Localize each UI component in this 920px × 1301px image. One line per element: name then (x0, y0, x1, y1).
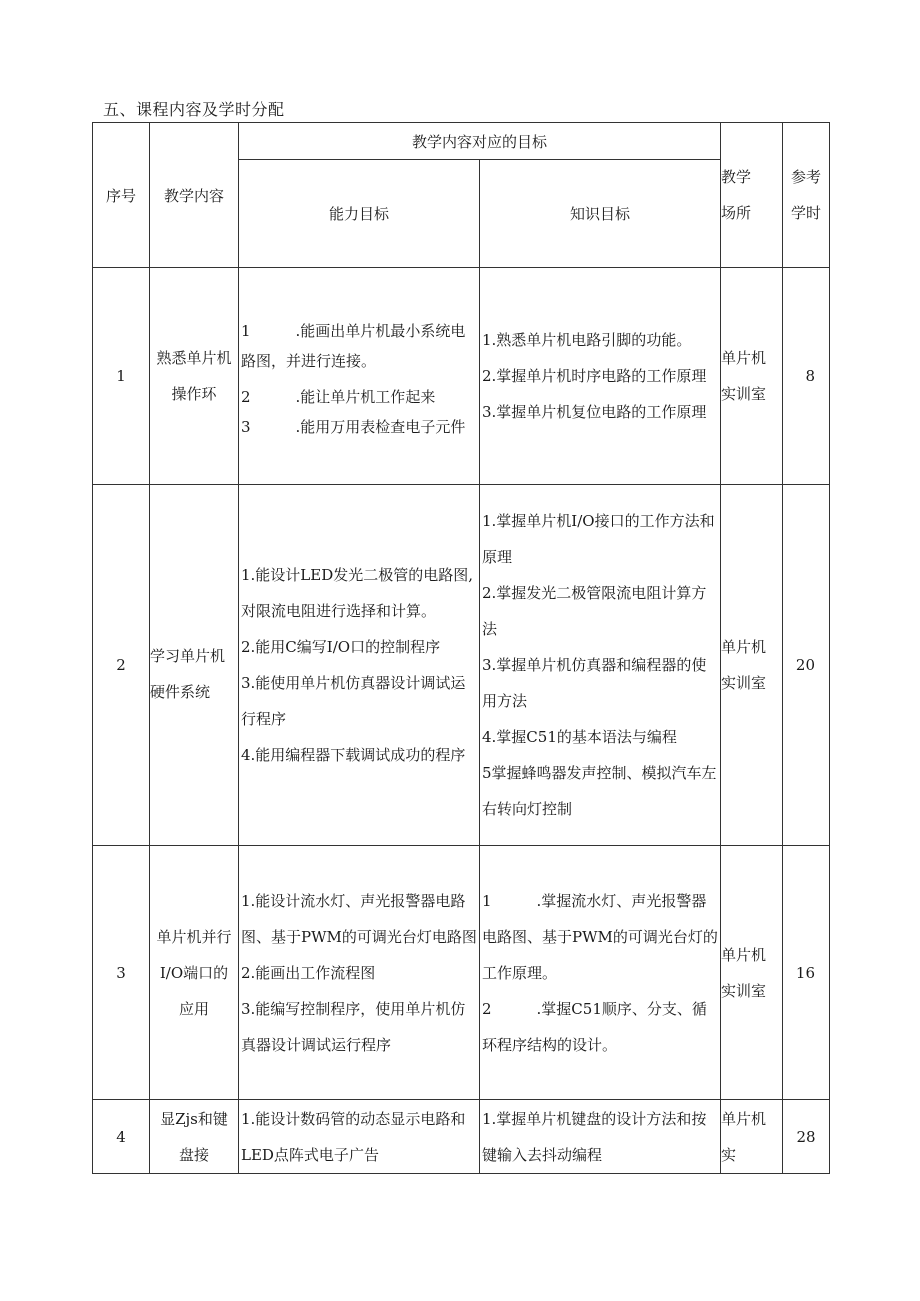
knowledge-item: 3.掌握单片机复位电路的工作原理 (482, 403, 707, 421)
row-place (721, 1100, 783, 1174)
header-hours (783, 123, 830, 268)
row-place-line: 实 (721, 1145, 737, 1164)
row-knowledge (480, 1100, 721, 1174)
row-place-line: 实训室 (721, 385, 767, 403)
row-content-line: 单片机并行 (156, 927, 232, 946)
row-seq: 3 (93, 846, 150, 1100)
header-hours-line: 参考 (791, 168, 822, 186)
knowledge-item: 1.掌握单片机键盘的设计方法和按键输入去抖动编程 (482, 1109, 707, 1164)
knowledge-item: 1 .掌握流水灯、声光报警器电路图、基于PWM的可调光台灯的工作原理。 (482, 891, 718, 982)
row-hours (783, 1100, 830, 1174)
header-content: 教学内容 (150, 123, 239, 268)
header-row (93, 123, 830, 160)
row-place-line: 实训室 (721, 674, 767, 692)
ability-item: 4.能用编程器下载调试成功的程序 (241, 746, 466, 764)
ability-item: 3 .能用万用表检查电子元件 (241, 418, 466, 436)
knowledge-item: 3.掌握单片机仿真器和编程器的使用方法 (482, 656, 707, 710)
ability-item: 2 .能让单片机工作起来 (241, 388, 436, 406)
row-ability (239, 485, 480, 846)
knowledge-item: 2.掌握发光二极管限流电阻计算方法 (482, 584, 707, 638)
table-row (93, 485, 830, 846)
table-row (93, 268, 830, 485)
row-content (150, 485, 239, 846)
row-hours: 16 (783, 846, 830, 1100)
ability-item: 2.能画出工作流程图 (241, 963, 376, 982)
ability-item: 1.能设计流水灯、声光报警器电路图、基于PWM的可调光台灯电路图 (241, 891, 477, 946)
row-content (150, 1100, 239, 1174)
header-seq: 序号 (93, 123, 150, 268)
row-content-line: 硬件系统 (150, 683, 211, 701)
header-goals-group: 教学内容对应的目标 (239, 123, 721, 160)
knowledge-item: 1.掌握单片机I/O接口的工作方法和原理 (482, 512, 715, 566)
knowledge-item: 1.熟悉单片机电路引脚的功能。 (482, 331, 692, 349)
ability-item: 3.能编写控制程序，使用单片机仿真器设计调试运行程序 (241, 999, 466, 1054)
ability-item: 1 .能画出单片机最小系统电 (241, 322, 466, 340)
row-content-line: 盘接 (178, 1145, 209, 1164)
knowledge-item: 4.掌握C51的基本语法与编程 (482, 728, 677, 746)
table-row (93, 1100, 830, 1174)
row-place-line: 单片机 (721, 1109, 767, 1128)
curriculum-table (92, 122, 830, 1174)
ability-item: 2.能用C编写I/O口的控制程序 (241, 638, 441, 656)
row-knowledge (480, 846, 721, 1100)
row-seq: 1 (93, 268, 150, 485)
header-place (721, 123, 783, 268)
row-hours: 20 (783, 485, 830, 846)
row-place-line: 单片机 (721, 638, 767, 656)
knowledge-item: 2.掌握单片机时序电路的工作原理 (482, 367, 707, 385)
row-place (721, 268, 783, 485)
row-place-line: 单片机 (721, 349, 767, 367)
header-ability: 能力目标 (239, 160, 480, 268)
ability-item: 1.能设计LED发光二极管的电路图,对限流电阻进行选择和计算。 (241, 566, 474, 620)
ability-item: 1.能设计数码管的动态显示电路和LED点阵式电子广告 (241, 1109, 466, 1164)
row-ability (239, 1100, 480, 1174)
ability-item: 路图，并进行连接。 (241, 352, 377, 370)
header-place-line: 教学 (721, 168, 752, 186)
header-place-line: 场所 (721, 204, 752, 222)
table-row (93, 846, 830, 1100)
row-ability (239, 846, 480, 1100)
row-place-line: 单片机 (721, 945, 767, 964)
header-knowledge: 知识目标 (480, 160, 721, 268)
row-seq (93, 1100, 150, 1174)
row-content-line: I/O端口的 (159, 963, 229, 982)
row-knowledge (480, 268, 721, 485)
row-content (150, 268, 239, 485)
ability-item: 3.能使用单片机仿真器设计调试运行程序 (241, 674, 466, 728)
header-hours-line: 学时 (791, 204, 822, 222)
row-seq-text: 4 (116, 1127, 126, 1146)
row-place (721, 485, 783, 846)
row-place (721, 846, 783, 1100)
row-knowledge (480, 485, 721, 846)
knowledge-item: 2 .掌握C51顺序、分支、循环程序结构的设计。 (482, 999, 707, 1054)
row-content-line: 应用 (178, 999, 209, 1018)
row-seq: 2 (93, 485, 150, 846)
row-content-line: 操作环 (171, 385, 217, 403)
row-hours: 8 (783, 268, 830, 485)
row-hours-text: 28 (796, 1127, 816, 1146)
row-place-line: 实训室 (721, 981, 767, 1000)
row-content-line: 学习单片机 (150, 647, 226, 665)
knowledge-item: 5掌握蜂鸣器发声控制、模拟汽车左右转向灯控制 (482, 764, 717, 818)
row-content (150, 846, 239, 1100)
row-content-line: 熟悉单片机 (156, 349, 232, 367)
section-title: 五、课程内容及学时分配 (103, 100, 285, 119)
row-ability (239, 268, 480, 485)
row-content-line: 显Zjs和键 (160, 1109, 228, 1128)
